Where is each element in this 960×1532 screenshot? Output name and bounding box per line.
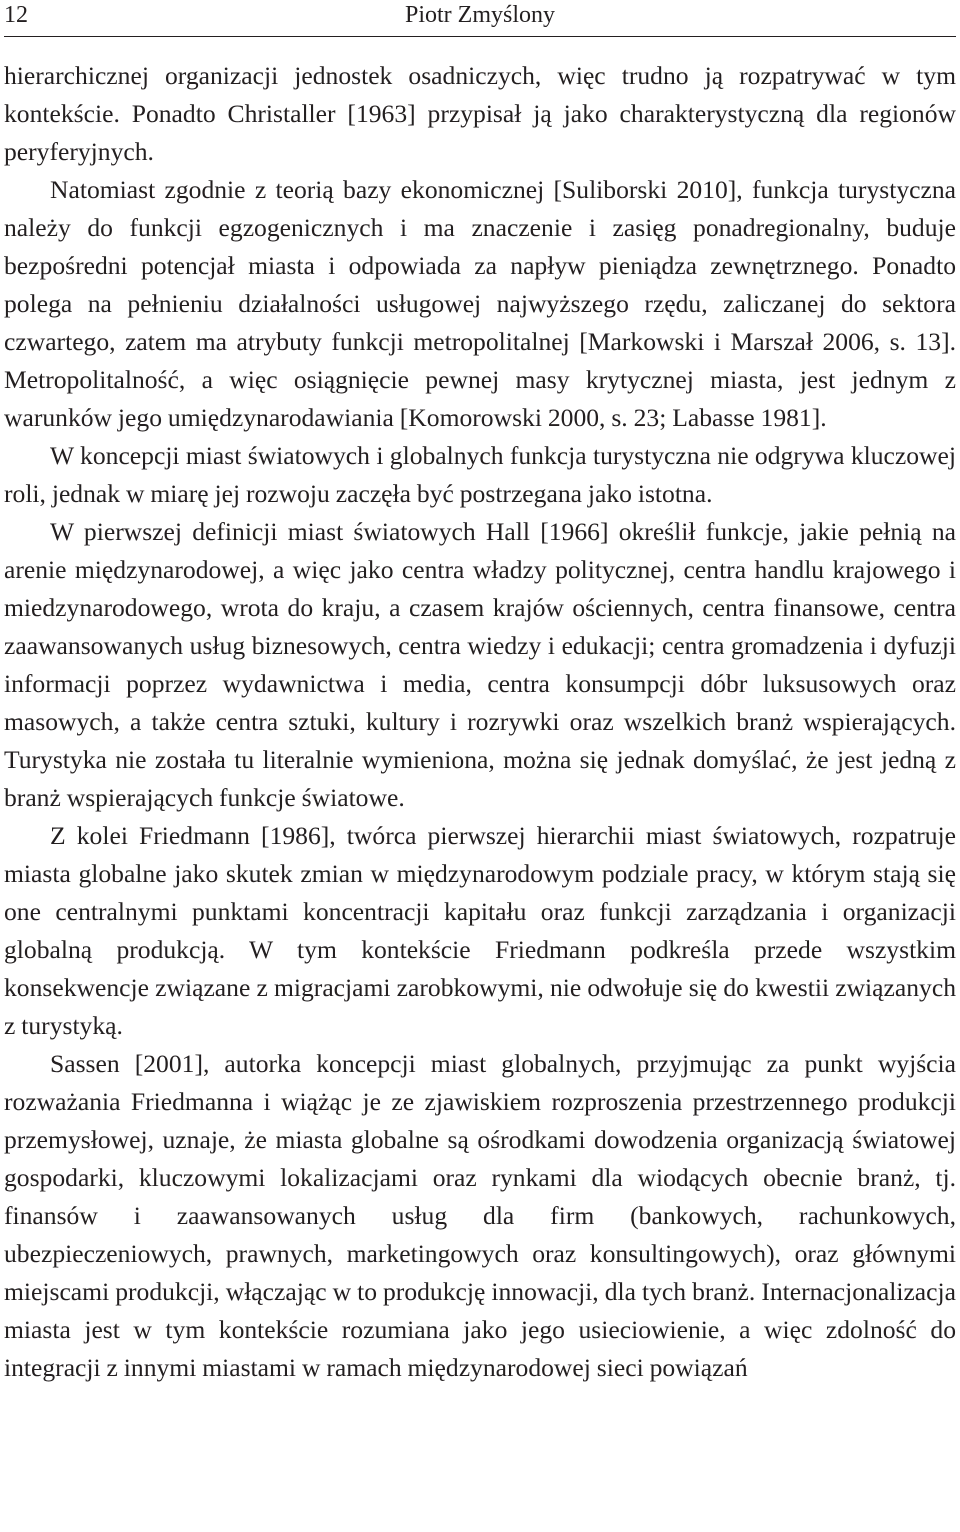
paragraph-continuation: hierarchicznej organizacji jednostek osadniczych, więc trudno ją rozpatrywać w tym kontekście. Ponadto Christaller [1963] przypisał ją jako charakterystyczną dla regionów peryferyjnych. bbox=[4, 61, 956, 166]
running-title-author: Piotr Zmyślony bbox=[404, 2, 555, 28]
paragraph-world-global-cities: W koncepcji miast światowych i globalnych funkcja turystyczna nie odgrywa kluczowej roli, jednak w miarę jej rozwoju zaczęła być postrzegana jako istotna. bbox=[4, 441, 956, 508]
paragraph-hall-definition: W pierwszej definicji miast światowych Hall [1966] określił funkcje, jakie pełnią na arenie międzynarodowej, a więc jako centra władzy politycznej, centra handlu krajowego i miedzynarodowego, wrota do kraju, a czasem krajów ościennych, centra finansowe, centra zaawansowanych usług biznesowych, centra wiedzy i edukacji; centra gromadzenia i dyfuzji informacji poprzez wydawnictwa i media, centra konsumpcji dóbr luksusowych oraz masowych, a także centra sztuki, kultury i rozrywki oraz wszelkich branż wspierających. Turystyka nie została tu literalnie wymieniona, można się jednak domyślać, że jest jedną z branż wspierających funkcje światowe. bbox=[4, 517, 956, 812]
running-head bbox=[4, 0, 956, 37]
paragraph-sassen: Sassen [2001], autorka koncepcji miast globalnych, przyjmując za punkt wyjścia rozważania Friedmanna i wiążąc je ze zjawiskiem rozproszenia przestrzennego produkcji przemysłowej, uznaje, że miasta globalne są ośrodkami dowodzenia organizacją światowej gospodarki, kluczowymi lokalizacjami oraz rynkami dla wiodących obecnie branż, tj. finansów i zaawansowanych usług dla firm (bankowych, rachunkowych, ubezpieczeniowych, prawnych, marketingowych oraz konsultingowych), oraz głównymi miejscami produkcji, włączając w to produkcję innowacji, dla tych branż. Internacjonalizacja miasta jest w tym kontekście rozumiana jako jego usieciowienie, a więc zdolność do integracji z innymi miastami w ramach międzynarodowej sieci powiązań bbox=[4, 1049, 956, 1382]
paragraph-friedmann: Z kolei Friedmann [1986], twórca pierwszej hierarchii miast światowych, rozpatruje miasta globalne jako skutek zmian w międzynarodowym podziale pracy, w którym stają się one centralnymi punktami koncentracji kapitału oraz funkcji zarządzania i organizacji globalną produkcją. W tym kontekście Friedmann podkreśla przede wszystkim konsekwencje związane z migracjami zarobkowymi, nie odwołuje się do kwestii związanych z turystyką. bbox=[4, 821, 956, 1040]
body-text bbox=[4, 57, 956, 1387]
paragraph-economic-base-theory: Natomiast zgodnie z teorią bazy ekonomicznej [Suliborski 2010], funkcja turystyczna należy do funkcji egzogenicznych i ma znaczenie i zasięg ponadregionalny, buduje bezpośredni potencjał miasta i odpowiada za napływ pieniądza zewnętrznego. Ponadto polega na pełnieniu działalności usługowej najwyższego rzędu, zaliczanej do sektora czwartego, zatem ma atrybuty funkcji metropolitalnej [Markowski i Marszał 2006, s. 13]. Metropolitalność, a więc osiągnięcie pewnej masy krytycznej miasta, jest jednym z warunków jego umiędzynarodawiania [Komorowski 2000, s. 23; Labasse 1981]. bbox=[4, 175, 956, 432]
page-number: 12 bbox=[4, 2, 28, 28]
